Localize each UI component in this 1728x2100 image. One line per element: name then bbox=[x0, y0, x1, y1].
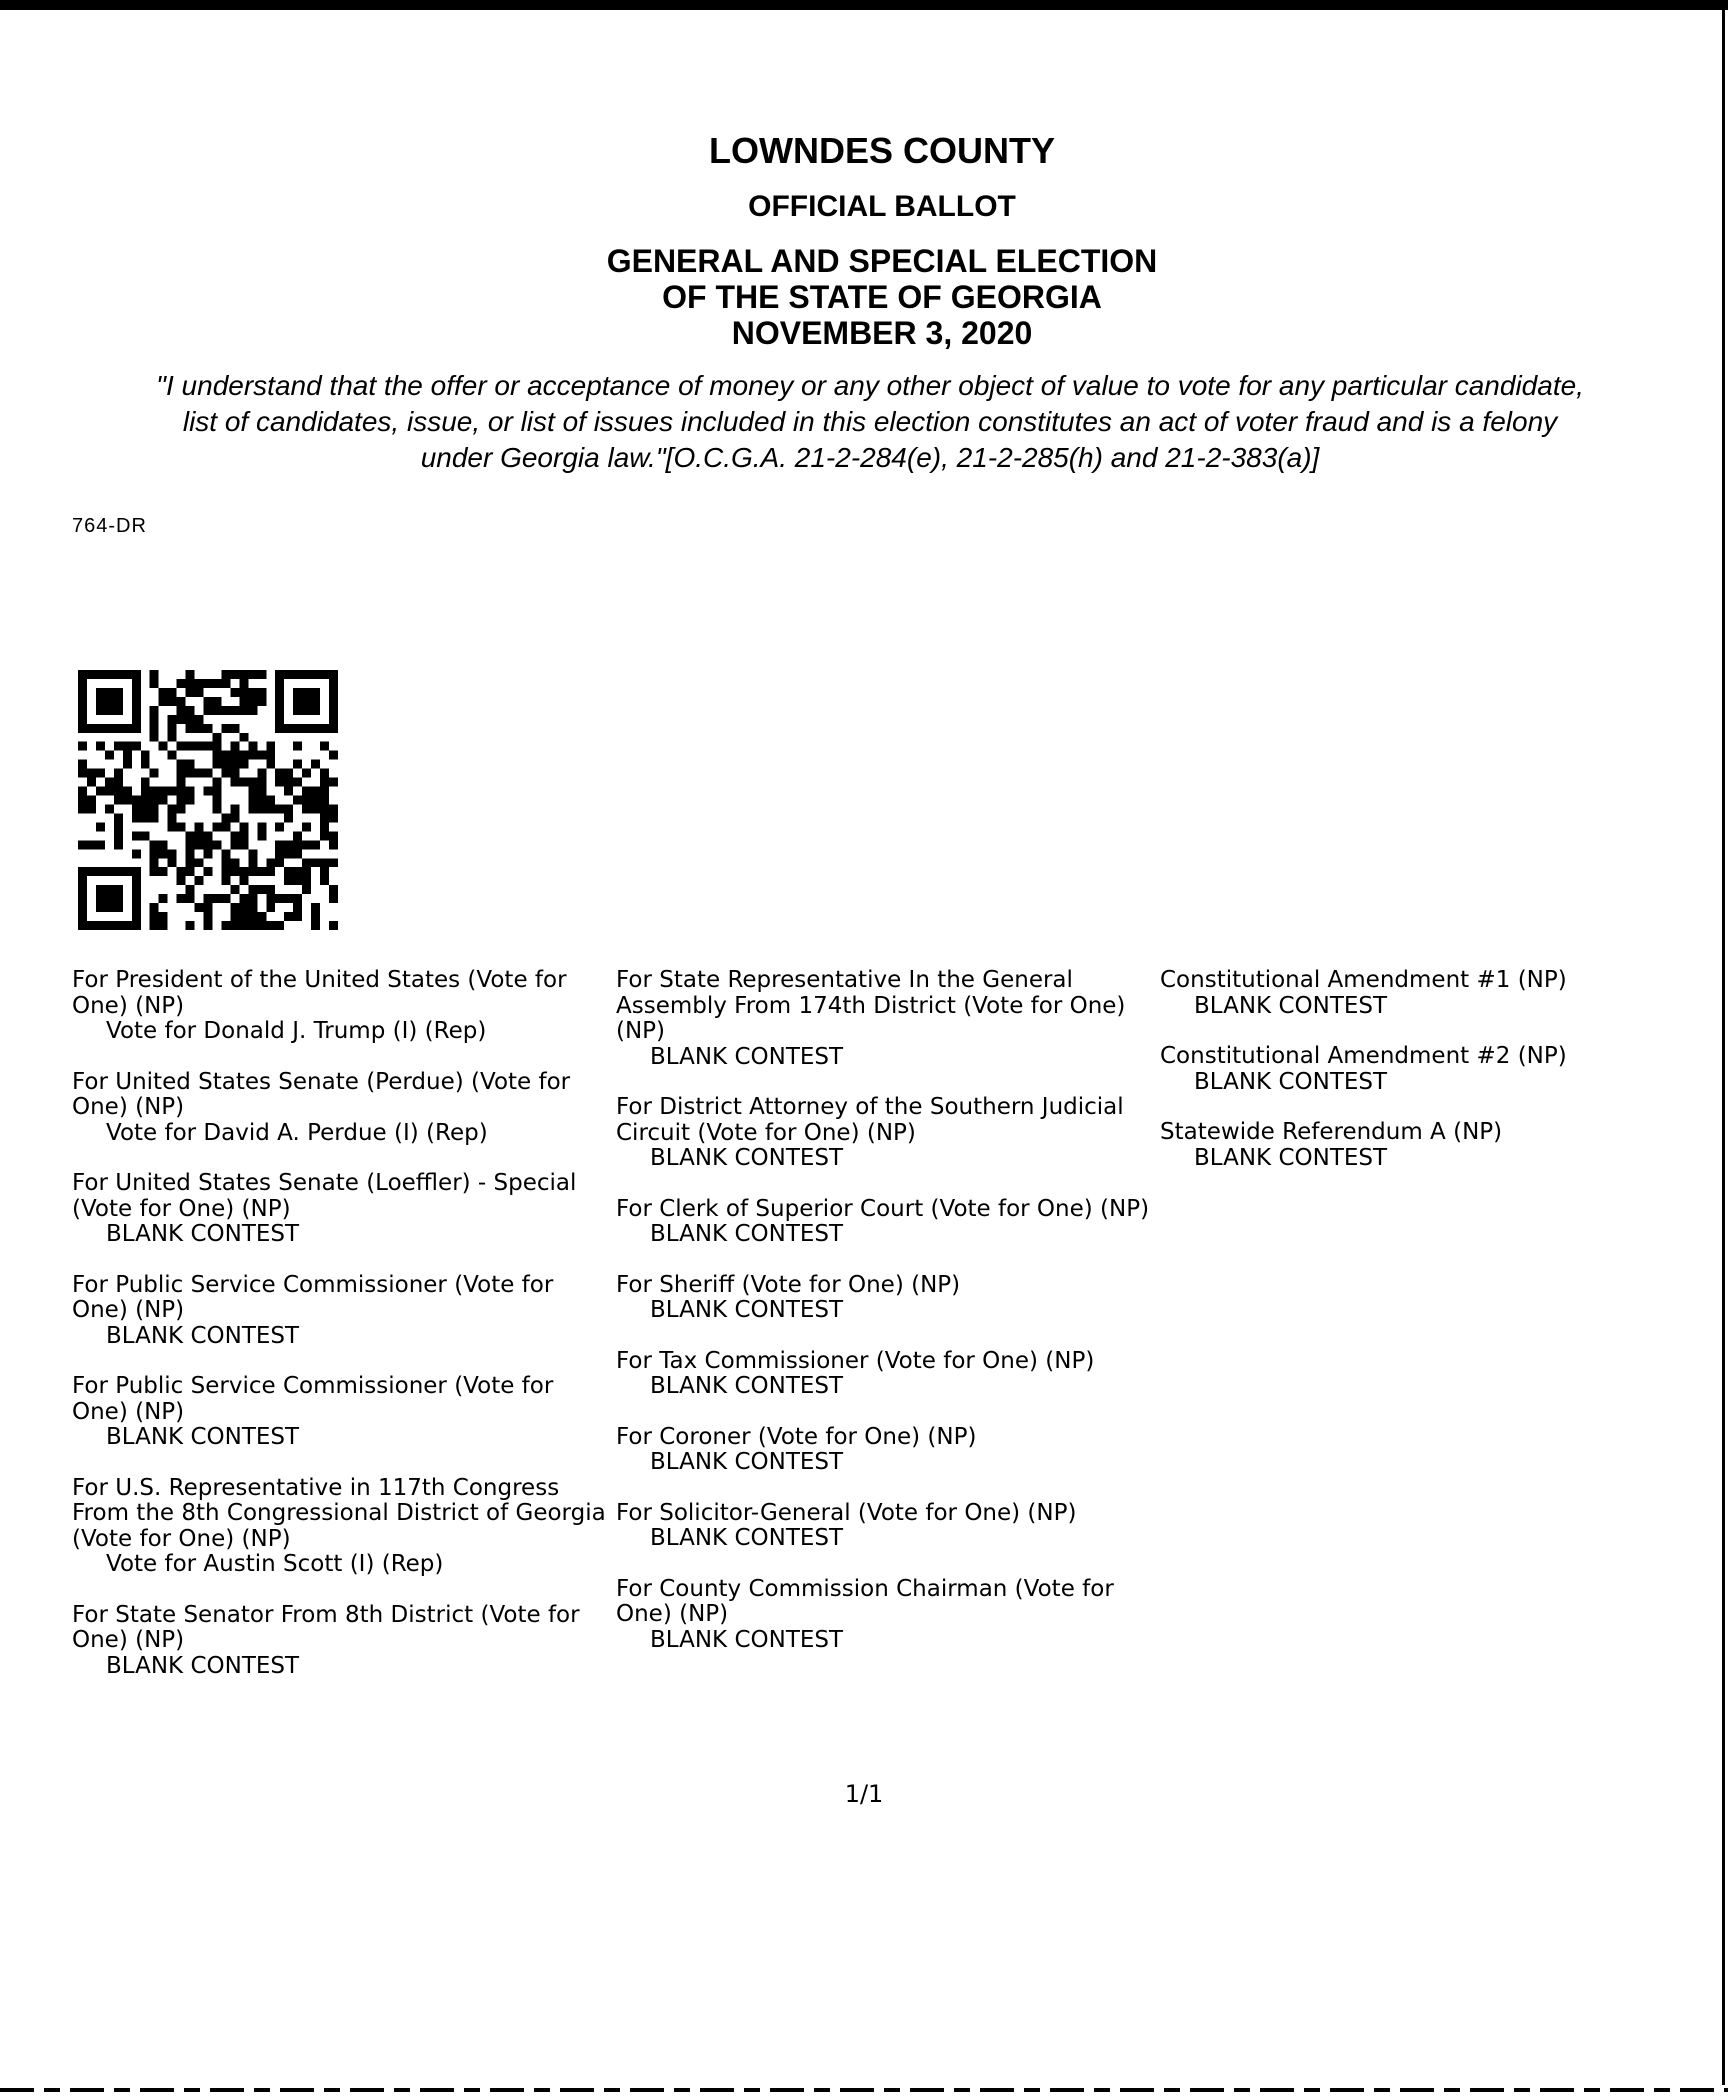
contest-choice: BLANK CONTEST bbox=[1194, 1068, 1388, 1095]
election-line-1: GENERAL AND SPECIAL ELECTION bbox=[606, 243, 1158, 279]
contest bbox=[616, 1197, 1156, 1248]
contest bbox=[72, 1273, 612, 1350]
contest-title: Constitutional Amendment #2 (NP) bbox=[1160, 1043, 1567, 1069]
contest bbox=[1160, 1120, 1700, 1171]
contest-title: For County Commission Chairman (Vote for One) (NP) bbox=[616, 1575, 1114, 1627]
contest-title: For Clerk of Superior Court (Vote for One) (NP) bbox=[616, 1195, 1150, 1222]
contest bbox=[616, 1273, 1156, 1324]
contest bbox=[616, 968, 1156, 1070]
contest-title: For Public Service Commissioner (Vote for One) (NP) bbox=[72, 1373, 554, 1425]
contest-choice: BLANK CONTEST bbox=[650, 1525, 844, 1551]
oath-line-2: list of candidates, issue, or list of issues included in this election constitutes an act of voter fraud and is a felony bbox=[182, 406, 1558, 437]
contest-title: For Public Service Commissioner (Vote for One) (NP) bbox=[72, 1271, 554, 1323]
contest-choice: Vote for David A. Perdue (I) (Rep) bbox=[106, 1119, 488, 1146]
contest bbox=[616, 1577, 1156, 1654]
contest-choice: BLANK CONTEST bbox=[650, 1373, 844, 1399]
oath-line-1: "I understand that the offer or acceptance of money or any other object of value to vote for any particular candidate, bbox=[156, 370, 1584, 401]
oath-line-3: under Georgia law."[O.C.G.A. 21-2-284(e), 21-2-285(h) and 21-2-383(a)] bbox=[420, 442, 1320, 473]
contest-title: For United States Senate (Perdue) (Vote for One) (NP) bbox=[72, 1068, 571, 1120]
top-border bbox=[0, 0, 1728, 10]
contest-choice: BLANK CONTEST bbox=[650, 1626, 844, 1653]
oath-statement bbox=[70, 368, 1670, 476]
contest-title: For United States Senate (Loeffler) - Special (Vote for One) (NP) bbox=[72, 1170, 577, 1222]
contest bbox=[616, 1501, 1156, 1552]
contest bbox=[72, 968, 612, 1045]
qr-code-icon bbox=[70, 670, 346, 930]
contest-choice: BLANK CONTEST bbox=[106, 1424, 300, 1450]
contest-title: For District Attorney of the Southern Judicial Circuit (Vote for One) (NP) bbox=[616, 1094, 1124, 1146]
contest-choice: BLANK CONTEST bbox=[650, 1297, 844, 1323]
contest bbox=[1160, 968, 1700, 1019]
contest-title: For Solicitor-General (Vote for One) (NP) bbox=[616, 1499, 1077, 1526]
contest-choice: BLANK CONTEST bbox=[650, 1145, 844, 1171]
contest-title: For Coroner (Vote for One) (NP) bbox=[616, 1423, 977, 1450]
precinct-code: 764-DR bbox=[72, 515, 147, 537]
contest bbox=[72, 1374, 612, 1451]
contest bbox=[72, 1070, 612, 1147]
contest-title: For State Senator From 8th District (Vote for One) (NP) bbox=[72, 1601, 580, 1653]
contest-title: For Tax Commissioner (Vote for One) (NP) bbox=[616, 1347, 1095, 1374]
contest-column-3 bbox=[1160, 968, 1700, 1196]
contest-choice: BLANK CONTEST bbox=[106, 1221, 300, 1247]
contest-choice: BLANK CONTEST bbox=[106, 1322, 300, 1349]
contest-choice: Vote for Donald J. Trump (I) (Rep) bbox=[106, 1018, 487, 1044]
contest bbox=[616, 1349, 1156, 1400]
bottom-scan-line bbox=[0, 2088, 1728, 2092]
county-title: LOWNDES COUNTY bbox=[709, 130, 1055, 171]
contest bbox=[616, 1425, 1156, 1476]
contest bbox=[72, 1171, 612, 1248]
contest bbox=[72, 1603, 612, 1680]
contest-choice: BLANK CONTEST bbox=[650, 1043, 844, 1070]
election-date: NOVEMBER 3, 2020 bbox=[731, 315, 1033, 351]
contest-choice: Vote for Austin Scott (I) (Rep) bbox=[106, 1551, 444, 1577]
ballot-type: OFFICIAL BALLOT bbox=[748, 190, 1016, 223]
contest-title: For State Representative In the General Assembly From 174th District (Vote for One) (NP) bbox=[616, 967, 1126, 1044]
page-number: 1/1 bbox=[844, 1780, 884, 1808]
contest-column-2 bbox=[616, 968, 1156, 1678]
contest-column-1 bbox=[72, 968, 612, 1704]
election-line-2: OF THE STATE OF GEORGIA bbox=[662, 279, 1102, 315]
contest-title: Statewide Referendum A (NP) bbox=[1160, 1119, 1503, 1145]
contest-choice: BLANK CONTEST bbox=[106, 1652, 300, 1679]
contest-choice: BLANK CONTEST bbox=[650, 1221, 844, 1247]
election-title bbox=[18, 243, 1728, 351]
contest-choice: BLANK CONTEST bbox=[650, 1449, 844, 1475]
contest-choice: BLANK CONTEST bbox=[1194, 1144, 1388, 1171]
contest-title: For President of the United States (Vote for One) (NP) bbox=[72, 967, 567, 1019]
contest-title: Constitutional Amendment #1 (NP) bbox=[1160, 967, 1567, 993]
contest-choice: BLANK CONTEST bbox=[1194, 992, 1388, 1019]
contest-title: For Sheriff (Vote for One) (NP) bbox=[616, 1271, 961, 1298]
contest bbox=[72, 1476, 612, 1578]
contest bbox=[1160, 1044, 1700, 1095]
contest bbox=[616, 1095, 1156, 1172]
contest-title: For U.S. Representative in 117th Congress From the 8th Congressional District of Georgia (Vote for One) (NP) bbox=[72, 1474, 606, 1552]
